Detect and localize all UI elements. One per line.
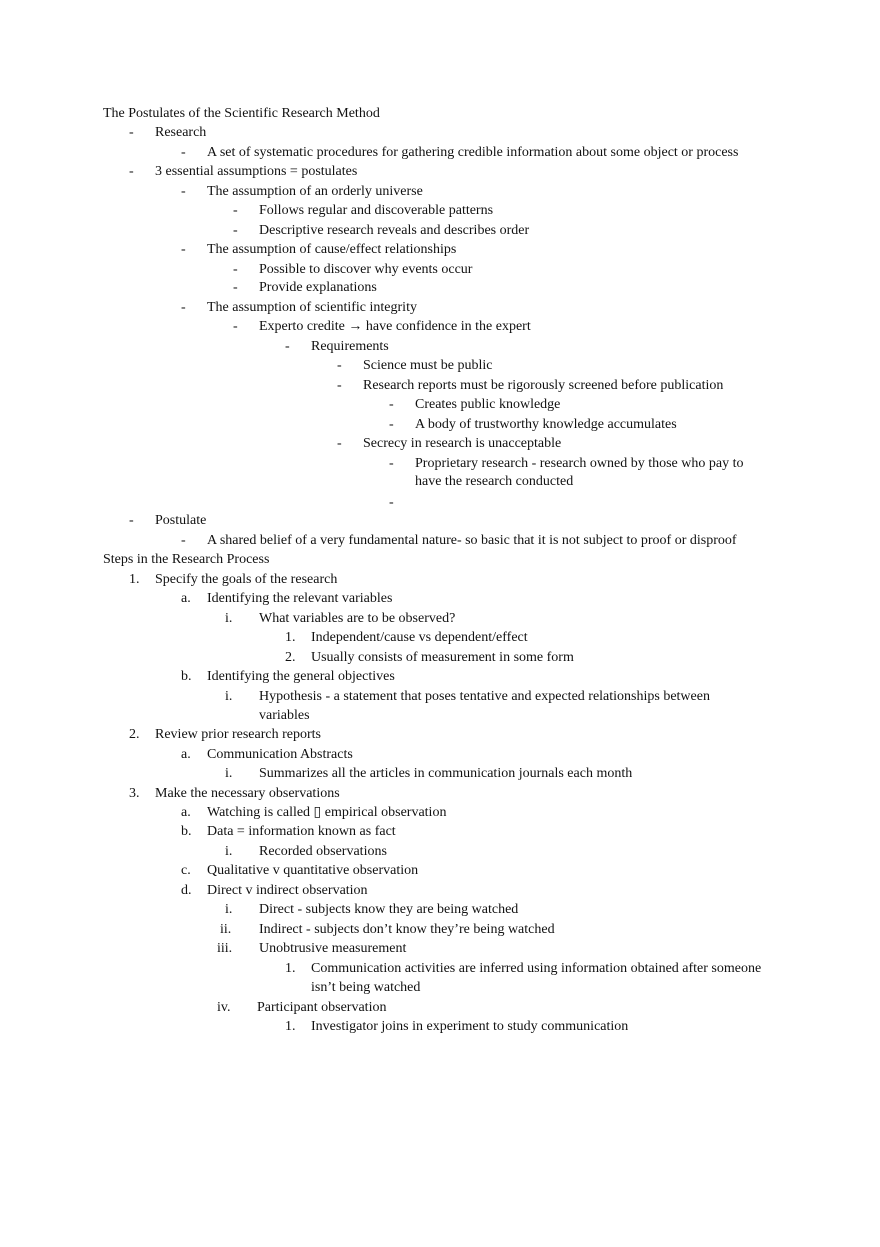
list-item-text: Science must be public xyxy=(363,358,493,373)
list-item-marker: - xyxy=(285,339,290,354)
step-item-marker: i. xyxy=(225,611,233,626)
list-item-marker: - xyxy=(181,184,186,199)
step-item-marker: b. xyxy=(181,669,192,684)
step-item-text: Make the necessary observations xyxy=(155,786,340,801)
step-item-marker: a. xyxy=(181,591,191,606)
list-item-text: A set of systematic procedures for gathering credible information about some object or process xyxy=(207,145,739,160)
step-item-marker: iii. xyxy=(217,941,233,956)
step-item-text: Data = information known as fact xyxy=(207,824,396,839)
step-item-text: isn’t being watched xyxy=(311,980,421,995)
step-item-marker: 1. xyxy=(285,630,296,645)
step-item-text: Communication Abstracts xyxy=(207,747,353,762)
list-item-marker: - xyxy=(389,397,394,412)
list-item-text: Secrecy in research is unacceptable xyxy=(363,436,562,451)
list-item-marker: - xyxy=(181,242,186,257)
step-item-marker: 2. xyxy=(129,727,140,742)
list-item-marker: - xyxy=(233,203,238,218)
step-item-text: Qualitative v quantitative observation xyxy=(207,863,419,878)
step-item-text: Identifying the relevant variables xyxy=(207,591,393,606)
step-item-text: Specify the goals of the research xyxy=(155,572,338,587)
step-item-marker: 3. xyxy=(129,786,140,801)
list-item-text: Experto credite → have confidence in the expert xyxy=(259,319,531,334)
step-item-text: Watching is called ▯ empirical observation xyxy=(207,805,447,820)
step-item-marker: 2. xyxy=(285,650,296,665)
list-item-marker: - xyxy=(129,513,134,528)
step-item-text: Recorded observations xyxy=(259,844,387,859)
step-item-text: Communication activities are inferred using information obtained after someone xyxy=(311,961,762,976)
list-item-marker: - xyxy=(337,436,342,451)
list-item-marker: - xyxy=(233,280,238,295)
step-item-text: Usually consists of measurement in some form xyxy=(311,650,574,665)
list-item-text: Research reports must be rigorously screened before publication xyxy=(363,378,724,393)
step-item-text: Direct - subjects know they are being watched xyxy=(259,902,519,917)
list-item-text: The assumption of scientific integrity xyxy=(207,300,417,315)
step-item-marker: ii. xyxy=(220,922,232,937)
list-item-marker: - xyxy=(181,533,186,548)
step-item-marker: i. xyxy=(225,689,233,704)
list-item-text: The assumption of cause/effect relationships xyxy=(207,242,457,257)
list-item-text: Research xyxy=(155,125,207,140)
step-item-marker: i. xyxy=(225,844,233,859)
step-item-marker: 1. xyxy=(285,961,296,976)
list-item-marker: - xyxy=(389,417,394,432)
list-item-marker: - xyxy=(129,125,134,140)
list-item-text: A body of trustworthy knowledge accumulates xyxy=(415,417,677,432)
step-item-text: Indirect - subjects don’t know they’re being watched xyxy=(259,922,555,937)
list-item-marker: - xyxy=(389,495,394,510)
step-item-text: Direct v indirect observation xyxy=(207,883,368,898)
step-item-marker: b. xyxy=(181,824,192,839)
step-item-text: Investigator joins in experiment to study communication xyxy=(311,1019,629,1034)
list-item-marker: - xyxy=(181,300,186,315)
step-item-text: What variables are to be observed? xyxy=(259,611,456,626)
list-item-text: 3 essential assumptions = postulates xyxy=(155,164,358,179)
step-item-text: Unobtrusive measurement xyxy=(259,941,407,956)
step-item-text: variables xyxy=(259,708,310,723)
list-item-text: Follows regular and discoverable patterns xyxy=(259,203,494,218)
list-item-marker: - xyxy=(181,145,186,160)
step-item-marker: i. xyxy=(225,902,233,917)
step-item-text: Review prior research reports xyxy=(155,727,321,742)
list-item-text: Creates public knowledge xyxy=(415,397,561,412)
list-item-marker: - xyxy=(233,319,238,334)
step-item-text: Participant observation xyxy=(257,1000,387,1015)
section-title: Steps in the Research Process xyxy=(103,552,270,567)
list-item-text: Provide explanations xyxy=(259,280,377,295)
list-item-text: have the research conducted xyxy=(415,474,574,489)
step-item-marker: 1. xyxy=(129,572,140,587)
step-item-text: Identifying the general objectives xyxy=(207,669,395,684)
step-item-text: Independent/cause vs dependent/effect xyxy=(311,630,528,645)
list-item-text: Requirements xyxy=(311,339,389,354)
step-item-marker: a. xyxy=(181,805,191,820)
list-item-text: Proprietary research - research owned by those who pay to xyxy=(415,456,744,471)
list-item-text: Possible to discover why events occur xyxy=(259,262,473,277)
step-item-marker: 1. xyxy=(285,1019,296,1034)
list-item-text: A shared belief of a very fundamental nature- so basic that it is not subject to proof or disproof xyxy=(207,533,737,548)
step-item-marker: c. xyxy=(181,863,191,878)
list-item-marker: - xyxy=(129,164,134,179)
list-item-marker: - xyxy=(337,358,342,373)
step-item-marker: i. xyxy=(225,766,233,781)
step-item-marker: a. xyxy=(181,747,191,762)
list-item-marker: - xyxy=(337,378,342,393)
step-item-text: Summarizes all the articles in communication journals each month xyxy=(259,766,633,781)
list-item-text: The assumption of an orderly universe xyxy=(207,184,423,199)
list-item-marker: - xyxy=(233,262,238,277)
step-item-marker: d. xyxy=(181,883,192,898)
section-title: The Postulates of the Scientific Research Method xyxy=(103,106,380,121)
list-item-text: Descriptive research reveals and describes order xyxy=(259,223,530,238)
list-item-text: Postulate xyxy=(155,513,207,528)
step-item-text: Hypothesis - a statement that poses tentative and expected relationships between xyxy=(259,689,710,704)
list-item-marker: - xyxy=(389,456,394,471)
list-item-marker: - xyxy=(233,223,238,238)
step-item-marker: iv. xyxy=(217,1000,231,1015)
